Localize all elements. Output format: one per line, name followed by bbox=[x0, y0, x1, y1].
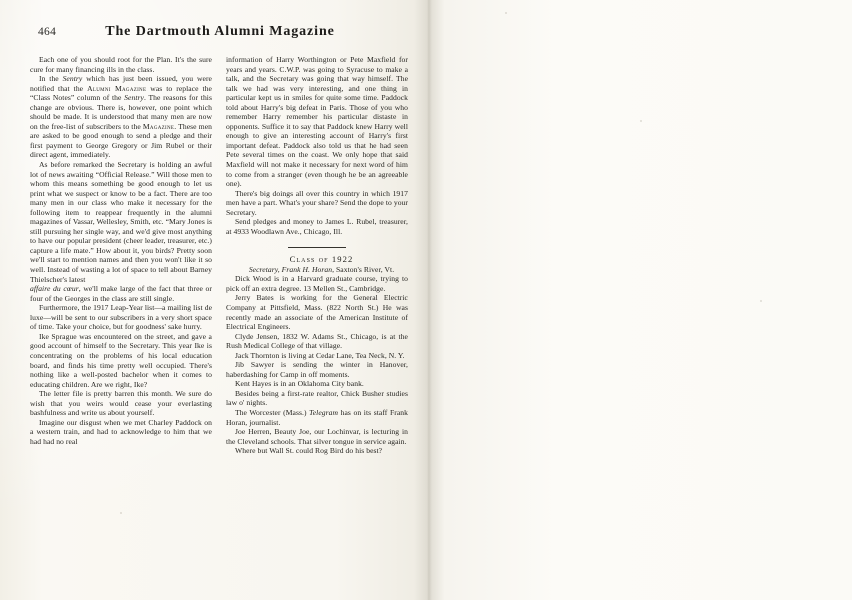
right-page bbox=[428, 0, 852, 600]
smallcaps-magazine: Magazine bbox=[142, 121, 175, 131]
class-note: Jerry Bates is working for the General Electric Company at Pittsfield, Mass. (822 North St.) He was recently made an associate of the American Institute of Electrical Engineers. bbox=[226, 293, 408, 332]
text-column-right bbox=[226, 55, 408, 456]
running-head bbox=[30, 24, 410, 44]
text-run: The Worcester (Mass.) bbox=[235, 408, 310, 417]
text-run: . These men are asked to be good enough to send a pledge and their first payment to George Gregory or Jim Rubel or their direct agent, immediately. bbox=[30, 121, 212, 160]
paragraph: Send pledges and money to James L. Rubel, treasurer, at 4933 Woodlawn Ave., Chicago, Ill. bbox=[226, 217, 408, 236]
section-secretary-line bbox=[226, 265, 408, 274]
class-note: Kent Hayes is in an Oklahoma City bank. bbox=[235, 379, 364, 389]
class-note: Where but Wall St. could Rog Bird do his best? bbox=[235, 446, 383, 456]
italic-sentry: Sentry bbox=[124, 93, 144, 103]
secretary-label: Secretary, bbox=[248, 264, 282, 274]
italic-telegram: Telegram bbox=[309, 408, 339, 417]
secretary-address: , Saxton's River, Vt. bbox=[332, 264, 395, 274]
italic-sentry: Sentry bbox=[62, 74, 83, 84]
class-note: Besides being a first-rate realtor, Chick Busher studies law o' nights. bbox=[226, 388, 408, 408]
page-title: The Dartmouth Alumni Magazine bbox=[105, 24, 335, 39]
text-run: , we'll make large of the fact that three or four of the Georges in the class are still single. bbox=[30, 284, 213, 303]
paragraph: As before remarked the Secretary is holding an awful lot of news awaiting “Official Release.” Will those men to whom this means something be good enough to let us print what we suspect or know to be a fact. There are too many men in our class who make it necessary for the following item to reappear frequently in the alumni magazines of Vassar, Wellesley, Smith, etc. “Mary Jones is still pursuing her single way, and we'd give most anything to have our popular president (cheer leader, treasurer, etc.) capture a life mate.” How about it, you birds? Pretty soon we'll start to mention names and then you won't like it so well. Instead of wasting a lot of space to tell about Barney Thielscher's latest bbox=[30, 160, 212, 284]
section-divider-rule bbox=[288, 247, 346, 248]
paragraph: Ike Sprague was encountered on the street, and gave a good account of himself to the Secretary. This year Ike is concentrating on the problems of his local education board, and finds his time pretty well occupied. There's nothing like a well-posted bachelor when it comes to educating children. Are we right, Ike? bbox=[30, 331, 212, 389]
paragraph: Furthermore, the 1917 Leap-Year list—a mailing list de luxe—will be sent to our subscribers in a very short space of time. Take your choice, but for goodness' sake hurry. bbox=[30, 303, 212, 332]
text-run: . The reasons for this change are obvious. There is, however, one point which should be made. It is understood that many men are now on the free-list of subscribers to the bbox=[30, 93, 212, 131]
secretary-name: Frank H. Horan bbox=[281, 264, 333, 274]
section-heading-class-of-1922: Class of 1922 bbox=[289, 254, 354, 265]
class-note: Jack Thornton is living at Cedar Lane, Tea Neck, N. Y. bbox=[235, 350, 405, 360]
class-note: Clyde Jensen, 1832 W. Adams St., Chicago, is at the Rush Medical College of that village. bbox=[226, 331, 408, 351]
paragraph: Imagine our disgust when we met Charley Paddock on a western train, and had to acknowledge to him that we had had no real bbox=[30, 417, 212, 446]
italic-affaire: affaire du cœur bbox=[30, 284, 79, 294]
text-run: was to replace the “Class Notes” column of the bbox=[30, 83, 212, 103]
text-run: which has just been issued, you were notified that the bbox=[30, 74, 212, 93]
class-note: Jib Sawyer is sending the winter in Hanover, haberdashing for Camp in off moments. bbox=[226, 360, 408, 379]
text-column-left bbox=[30, 55, 212, 446]
paragraph: Each one of you should root for the Plan. It's the sure cure for many financing ills in the class. bbox=[30, 55, 212, 74]
paragraph: information of Harry Worthington or Pete Maxfield for years and years. C.W.P. was going to Syracuse to make a talk, and the Secretary was going that way himself. The talk we had was very interesting, and one thing in particular kept us in smiles for quite some time. Paddock told about Harry's big defeat in Paris. Those of you who remember Harry remember his particular distaste in opponents. Suffice it to say that Paddock knew Harry well enough to give an interesting account of Harry's first important defeat. Paddock also told us that he had seen Pete several times on the coast. We only hope that said Maxfield will not make it necessary for next word of him to come from a stranger (even though he be an agreeable one). bbox=[226, 55, 408, 189]
paragraph: There's big doings all over this country in which 1917 men have a part. What's your share? Send the dope to your Secretary. bbox=[226, 188, 408, 217]
paragraph-affaire bbox=[30, 284, 212, 303]
paragraph-sentry bbox=[30, 74, 212, 160]
class-note: Dick Wood is in a Harvard graduate course, trying to pick off an extra degree. 13 Mellen St., Cambridge. bbox=[226, 274, 408, 293]
class-note: Joe Herren, Beauty Joe, our Lochinvar, is lecturing in the Cleveland schools. That silver tongue in service again. bbox=[226, 427, 408, 446]
smallcaps-alumni-magazine: Alumni Magazine bbox=[87, 83, 147, 93]
class-note-telegram bbox=[226, 408, 408, 427]
text-run: has on its staff Frank Horan, journalist. bbox=[226, 408, 408, 427]
page-number: 464 bbox=[38, 26, 57, 38]
text-run: In the bbox=[39, 74, 63, 84]
paragraph: The letter file is pretty barren this month. We sure do wish that you weirs would cease your everlasting bashfulness and write us about yourself. bbox=[30, 389, 212, 418]
